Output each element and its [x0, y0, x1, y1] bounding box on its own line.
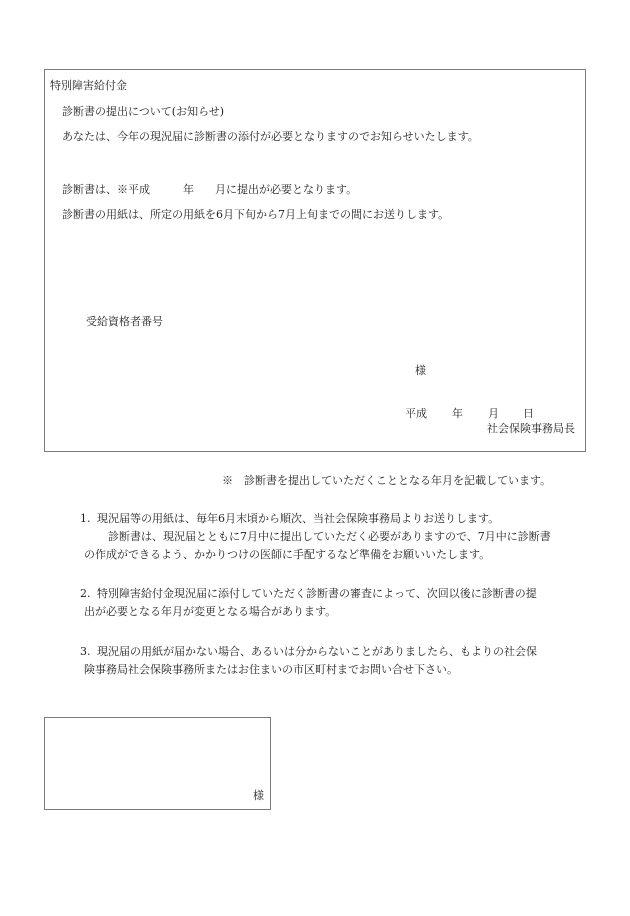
note-line: 現況届等の用紙は、毎年6月末頃から順次、当社会保険事務局よりお送りします。	[97, 512, 500, 525]
note-number: 2.	[80, 587, 91, 600]
program-title: 特別障害給付金	[50, 79, 127, 92]
date-day: 日	[523, 407, 534, 420]
date-year: 年	[452, 407, 463, 420]
due-line-prefix: 診断書は、※平成	[62, 183, 150, 196]
note-line: 出が必要となる年月が変更となる場合があります。	[84, 605, 337, 618]
notice-subject: 診断書の提出について(お知らせ)	[62, 105, 225, 118]
due-line-year: 年	[183, 183, 194, 196]
recipient-number-label: 受給資格者番号	[86, 315, 163, 328]
notice-box	[44, 69, 586, 452]
note-number: 1.	[80, 512, 91, 525]
note-line: の作成ができるよう、かかりつけの医師に手配するなど準備をお願いいたします。	[84, 548, 491, 561]
issuer: 社会保険事務局長	[487, 422, 575, 435]
note-line: 険事務局社会保険事務所またはお住まいの市区町村までお問い合せ下さい。	[84, 663, 458, 676]
note-line: 現況届の用紙が届かない場合、あるいは分からないことがありましたら、もよりの社会保	[97, 645, 537, 658]
date-month: 月	[488, 407, 499, 420]
footnote: ※ 診断書を提出していただくこととなる年月を記載しています。	[222, 474, 552, 487]
due-line-suffix: 月に提出が必要となります。	[215, 183, 358, 196]
address-honorific: 様	[253, 789, 264, 802]
recipient-honorific: 様	[415, 364, 426, 377]
form-line: 診断書の用紙は、所定の用紙を6月下旬から7月上旬までの間にお送りします。	[62, 208, 450, 221]
note-number: 3.	[80, 645, 91, 658]
address-box	[44, 717, 271, 810]
note-line: 特別障害給付金現況届に添付していただく診断書の審査によって、次回以後に診断書の提	[97, 587, 537, 600]
notice-intro: あなたは、今年の現況届に診断書の添付が必要となりますのでお知らせいたします。	[62, 130, 479, 143]
date-era: 平成	[405, 407, 427, 420]
note-line: 診断書は、現況届とともに7月中に提出していただく必要がありますので、7月中に診断書	[97, 530, 551, 543]
